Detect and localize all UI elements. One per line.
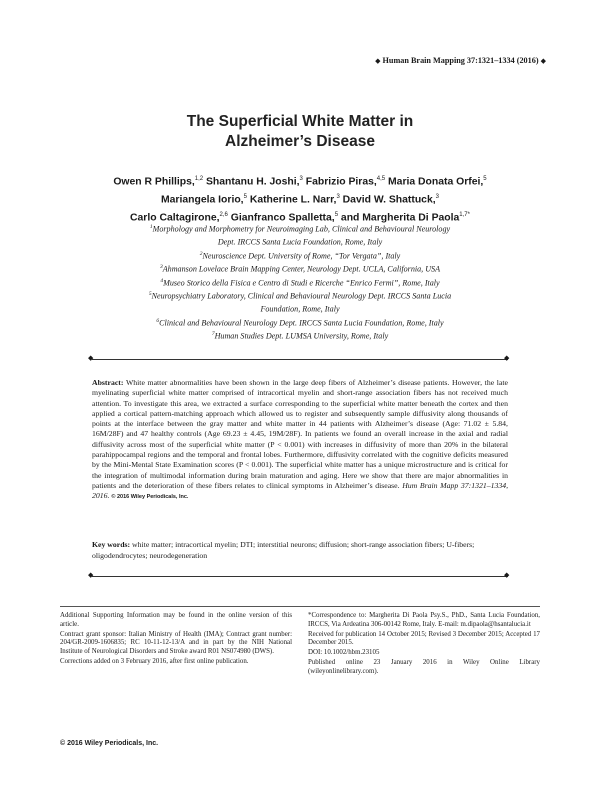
footnote-doi: DOI: 10.1002/hbm.23105	[308, 649, 380, 657]
diamond-icon: ◆	[504, 571, 510, 579]
abstract-body: White matter abnormalities have been shown in the large deep fibers of Alzheimer’s disease patients. However, the late myelinating superficial white matter comprised of intracortical myelin and short-range association fibers has not received much attention. To investigate this area, we extracted a surface corresponding to the superficial white matter beneath the cortex and then applied a cortical pattern-matching approach which allowed us to register and subsequently sample diffusivity along thousands of points at the interface between the gray matter and white matter in 44 patients with Alzheimer’s disease (Age: 71.02 ± 5.84, 16M/28F) and 47 healthy controls (Age 69.23 ± 4.45, 19M/28F). In patients we found an overall increase in the axial and radial diffusivity across most of the superficial white matter (P < 0.001) with increases in diffusivity of more than 20% in the bilateral parahippocampal regions and the temporal and frontal lobes. Furthermore, diffusivity correlated with the cognitive deficits measured by the Mini-Mental State Examination scores (P < 0.001). The superficial white matter has a unique microstructure and is critical for the integration of multimodal information during brain maturation and aging. Here we show that there are major abnormalities in patients and the deterioration of these fibers relates to clinical symptoms in Alzheimer’s disease.	[92, 378, 508, 490]
author-affil-sup: 3	[336, 193, 340, 200]
affil-sup: 2	[199, 250, 203, 257]
author-affil-sup: 3	[435, 193, 439, 200]
author-name: Maria Donata Orfei,	[388, 176, 484, 188]
journal-header	[375, 56, 546, 65]
affil-text: Dept. IRCCS Santa Lucia Foundation, Rome, Italy	[217, 238, 383, 248]
section-divider-top	[92, 359, 508, 360]
author-name: Fabrizio Piras,	[305, 176, 377, 188]
author-name: David W. Shattuck,	[342, 194, 436, 206]
footnote-corrections: Corrections added on 3 February 2016, after first online publication.	[60, 657, 249, 665]
affil-text: Museo Storico della Fisica e Centro di Studi e Ricerche “Enrico Fermi”, Rome, Italy	[163, 278, 440, 288]
section-divider-bottom	[92, 576, 508, 577]
author-affil-sup: 4,5	[376, 176, 386, 182]
author-affil-sup: 1,7*	[459, 211, 470, 218]
title-line-1: The Superficial White Matter in	[186, 113, 414, 130]
affiliation-1	[70, 222, 530, 235]
affil-text: Morphology and Morphometry for Neuroimaging Lab, Clinical and Behavioural Neurology	[152, 224, 451, 234]
author-name: Gianfranco Spalletta,	[230, 212, 335, 224]
diamond-right-icon: ◆	[540, 57, 546, 65]
author-affil-sup: 1,2	[194, 176, 204, 182]
author-line	[60, 190, 540, 208]
affil-sup: 6	[156, 317, 160, 324]
footnote-received: Received for publication 14 October 2015; Revised 3 December 2015; Accepted 17 December 2015.	[308, 630, 540, 647]
author-line	[60, 172, 540, 190]
keywords-text: white matter; intracortical myelin; DTI; interstitial neurons; diffusion; short-range association fibers; U-fibers; oligodendrocytes; neurodegeneration	[92, 540, 475, 560]
affiliation-3	[70, 262, 530, 275]
author-name: Carlo Caltagirone,	[130, 212, 220, 224]
author-name: and Margherita Di Paola	[340, 212, 460, 224]
affiliation-5	[70, 289, 530, 302]
affiliation-5-cont	[70, 302, 530, 315]
affil-text: Foundation, Rome, Italy	[260, 305, 340, 315]
author-name: Katherine L. Narr,	[249, 194, 337, 206]
affiliation-1-cont	[70, 235, 530, 248]
footnote-correspondence: *Correspondence to: Margherita Di Paola Psy.S., PhD., Santa Lucia Foundation, IRCCS, Via Ardeatina 306-00142 Rome, Italy. E-mail: m.dipaola@hsantalucia.it	[308, 612, 540, 628]
abstract	[92, 378, 508, 503]
affil-text: Clinical and Behavioural Neurology Dept. IRCCS Santa Lucia Foundation, Rome, Italy	[159, 318, 444, 328]
affiliation-list	[70, 222, 530, 343]
affil-sup: 4	[160, 277, 164, 284]
footnote-published: Published online 23 January 2016 in Wiley Online Library (wileyonlinelibrary.com).	[308, 659, 540, 676]
author-affil-sup: 3	[299, 176, 303, 182]
affil-sup: 3	[159, 264, 163, 271]
footnotes-left	[60, 612, 292, 668]
keywords-label: Key words:	[92, 540, 131, 549]
affil-text: Human Studies Dept. LUMSA University, Rome, Italy	[214, 331, 389, 341]
title-line-2: Alzheimer’s Disease	[225, 133, 375, 150]
paper-title	[0, 112, 600, 152]
affil-sup: 7	[211, 331, 215, 338]
affil-sup: 5	[148, 290, 152, 297]
footnotes-right	[308, 612, 540, 678]
abstract-label: Abstract:	[92, 378, 124, 387]
diamond-icon: ◆	[88, 354, 94, 362]
footnote-grant: Contract grant sponsor: Italian Ministry of Health (IMA); Contract grant number: 204/GR-2009-1606835; RC 10-11-12-13/A and in part by the NIH National Institute of Neurological Disorders and Stroke award R01 NS074980 (DWS).	[60, 630, 292, 655]
diamond-left-icon: ◆	[375, 57, 381, 65]
footnote-supporting-info: Additional Supporting Information may be found in the online version of this article.	[60, 612, 292, 628]
affil-text: Neuroscience Dept. University of Rome, “Tor Vergata”, Italy	[202, 251, 401, 261]
author-list	[60, 172, 540, 226]
affiliation-4	[70, 276, 530, 289]
author-name: Owen R Phillips,	[113, 176, 195, 188]
affil-sup: 1	[149, 224, 153, 230]
footnote-rule	[60, 606, 540, 607]
abstract-citation: Hum Brain Mapp 37:1321–1334, 2016.	[92, 480, 509, 501]
affiliation-6	[70, 316, 530, 329]
affil-text: Ahmanson Lovelace Brain Mapping Center, Neurology Dept. UCLA, California, USA	[162, 264, 441, 274]
affiliation-7	[70, 329, 530, 342]
author-name: Shantanu H. Joshi,	[205, 176, 300, 188]
affiliation-2	[70, 249, 530, 262]
author-affil-sup: 5	[483, 176, 487, 182]
page-copyright: © 2016 Wiley Periodicals, Inc.	[60, 740, 159, 747]
diamond-icon: ◆	[504, 354, 510, 362]
affil-text: Neuropsychiatry Laboratory, Clinical and Behavioural Neurology Dept. IRCCS Santa Lucia	[151, 291, 452, 301]
author-affil-sup: 5	[334, 211, 339, 218]
journal-citation: Human Brain Mapping 37:1321–1334 (2016)	[382, 56, 539, 65]
author-affil-sup: 5	[243, 193, 247, 200]
author-name: Mariangela Iorio,	[161, 194, 244, 206]
keywords	[92, 540, 508, 561]
diamond-icon: ◆	[88, 571, 94, 579]
abstract-copyright: © 2016 Wiley Periodicals, Inc.	[111, 494, 189, 501]
author-affil-sup: 2,6	[219, 211, 228, 218]
